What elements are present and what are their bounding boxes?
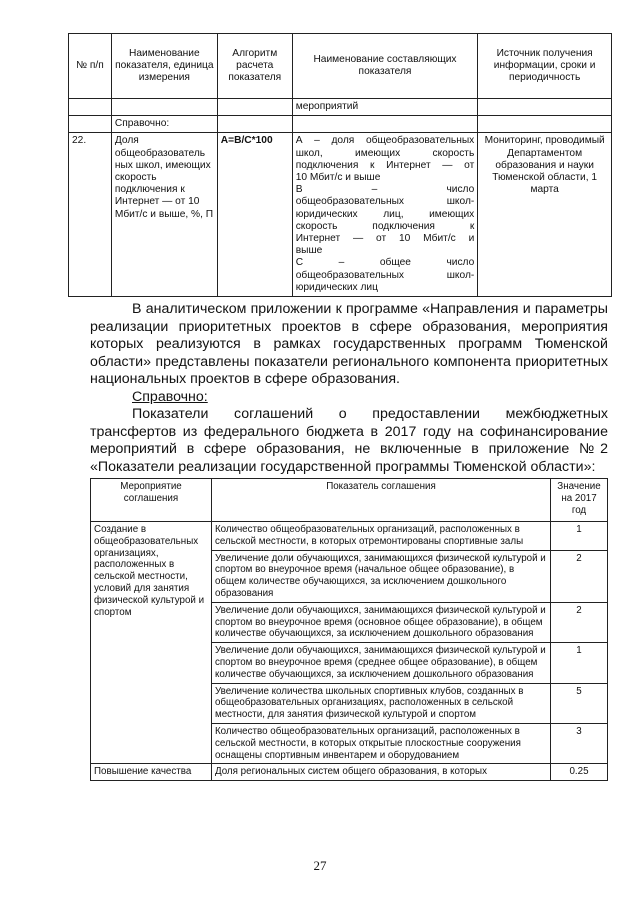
header-value: Значение на 2017 год (551, 479, 608, 522)
value-cell: 1 (551, 522, 608, 551)
empty-cell (69, 116, 112, 133)
header-source: Источник получения информации, сроки и периодичность (478, 34, 612, 99)
comp-a-line: А – доля общеобразовательных (295, 135, 475, 147)
comp-b-line: общеобразовательных школ- (295, 196, 475, 208)
header-algo: Алгоритм расчета показателя (217, 34, 292, 99)
table-row (69, 133, 612, 297)
group-event: Создание в общеобразовательных организациях, расположенных в сельской местности, условий для занятия физической культурой и спортом (91, 522, 212, 764)
comp-b-line: юридических лиц, имеющих (295, 208, 475, 220)
note-label: Справочно: (111, 116, 217, 133)
last-value: 0.25 (551, 764, 608, 781)
indicator-table (68, 33, 612, 297)
comp-c-line: юридических лиц (295, 281, 378, 293)
table-row (69, 99, 612, 116)
comp-b-line: Интернет — от 10 Мбит/с и (295, 233, 475, 245)
page-number: 27 (313, 858, 327, 873)
empty-cell (217, 99, 292, 116)
comp-c-line: С – общее число (295, 257, 475, 269)
comp-b-line: скорость подключения к (295, 220, 475, 232)
row-components (292, 133, 478, 297)
cont-text: мероприятий (292, 99, 478, 116)
comp-a-line: подключения к Интернет — от (295, 159, 475, 171)
comp-a-line: 10 Мбит/с и выше (295, 172, 381, 184)
table-row (69, 116, 612, 133)
header-name: Наименование показателя, единица измерения (111, 34, 217, 99)
value-cell: 2 (551, 550, 608, 602)
header-num: № п/п (69, 34, 112, 99)
empty-cell (478, 99, 612, 116)
comp-a-line: школ, имеющих скорость (295, 147, 475, 159)
comp-b-line: выше (295, 245, 323, 257)
header-components: Наименование составляющих показателя (292, 34, 478, 99)
last-event: Повышение качества (91, 764, 212, 781)
row-num: 22. (69, 133, 112, 297)
value-cell: 1 (551, 643, 608, 683)
comp-c-line: общеобразовательных школ- (295, 269, 475, 281)
header-indicator: Показатель соглашения (211, 479, 550, 522)
indicator-cell: Увеличение доли обучающихся, занимающихся физической культурой и спортом во внеурочное время (основное общее образование), в общем количестве обучающихся, за исключением дошкольного образования (211, 602, 550, 642)
table-header-row (91, 479, 608, 522)
last-indicator: Доля региональных систем общего образования, в которых (211, 764, 550, 781)
empty-cell (217, 116, 292, 133)
table-row (91, 764, 608, 781)
paragraph-agreements: Показатели соглашений о предоставлении межбюджетных трансфертов из федерального бюджета в 2017 году на софинансирование мероприятий в сфере образования, не включенные в приложение №2 «Показатели реализации государственной программы Тюменской области»: (90, 406, 608, 475)
indicator-cell: Количество общеобразовательных организаций, расположенных в сельской местности, в которых отремонтированы спортивные залы (211, 522, 550, 551)
empty-cell (111, 99, 217, 116)
value-cell: 5 (551, 683, 608, 723)
paragraph-analytics: В аналитическом приложении к программе «Направления и параметры реализации приоритетных проектов в сфере образования, мероприятия которых реализуются в рамках государственных программ Тюменской области» представлены показатели регионального компонента приоритетных национальных проектов в сфере образования. (90, 301, 608, 387)
indicator-cell: Увеличение доли обучающихся, занимающихся физической культурой и спортом во внеурочное время (среднее общее образование), в общем количестве обучающихся, за исключением дошкольного образования (211, 643, 550, 683)
indicator-cell: Увеличение доли обучающихся, занимающихся физической культурой и спортом во внеурочное время (начальное общее образование), в общем количестве обучающихся, за исключением дошкольного образования (211, 550, 550, 602)
row-name: Доля общеобразователь ных школ, имеющих скорость подключения к Интернет — от 10 Мбит/с и выше, %, П (111, 133, 217, 297)
empty-cell (69, 99, 112, 116)
row-algo: A=B/C*100 (217, 133, 292, 297)
empty-cell (292, 116, 478, 133)
value-cell: 2 (551, 602, 608, 642)
row-source: Мониторинг, проводимый Департаментом образования и науки Тюменской области, 1 марта (478, 133, 612, 297)
indicator-cell: Количество общеобразовательных организаций, расположенных в сельской местности, в которых открытые плоскостные сооружения оснащены спортивным инвентарем и оборудованием (211, 723, 550, 763)
body-text (90, 301, 608, 476)
table-row (91, 522, 608, 551)
note-heading: Справочно: (132, 388, 208, 405)
header-event: Мероприятие соглашения (91, 479, 212, 522)
table-header-row (69, 34, 612, 99)
empty-cell (478, 116, 612, 133)
value-cell: 3 (551, 723, 608, 763)
indicator-cell: Увеличение количества школьных спортивных клубов, созданных в общеобразовательных организациях, расположенных в сельской местности, для занятия физической культурой и спортом (211, 683, 550, 723)
comp-b-line: В – число (295, 184, 475, 196)
agreement-table (90, 478, 608, 781)
